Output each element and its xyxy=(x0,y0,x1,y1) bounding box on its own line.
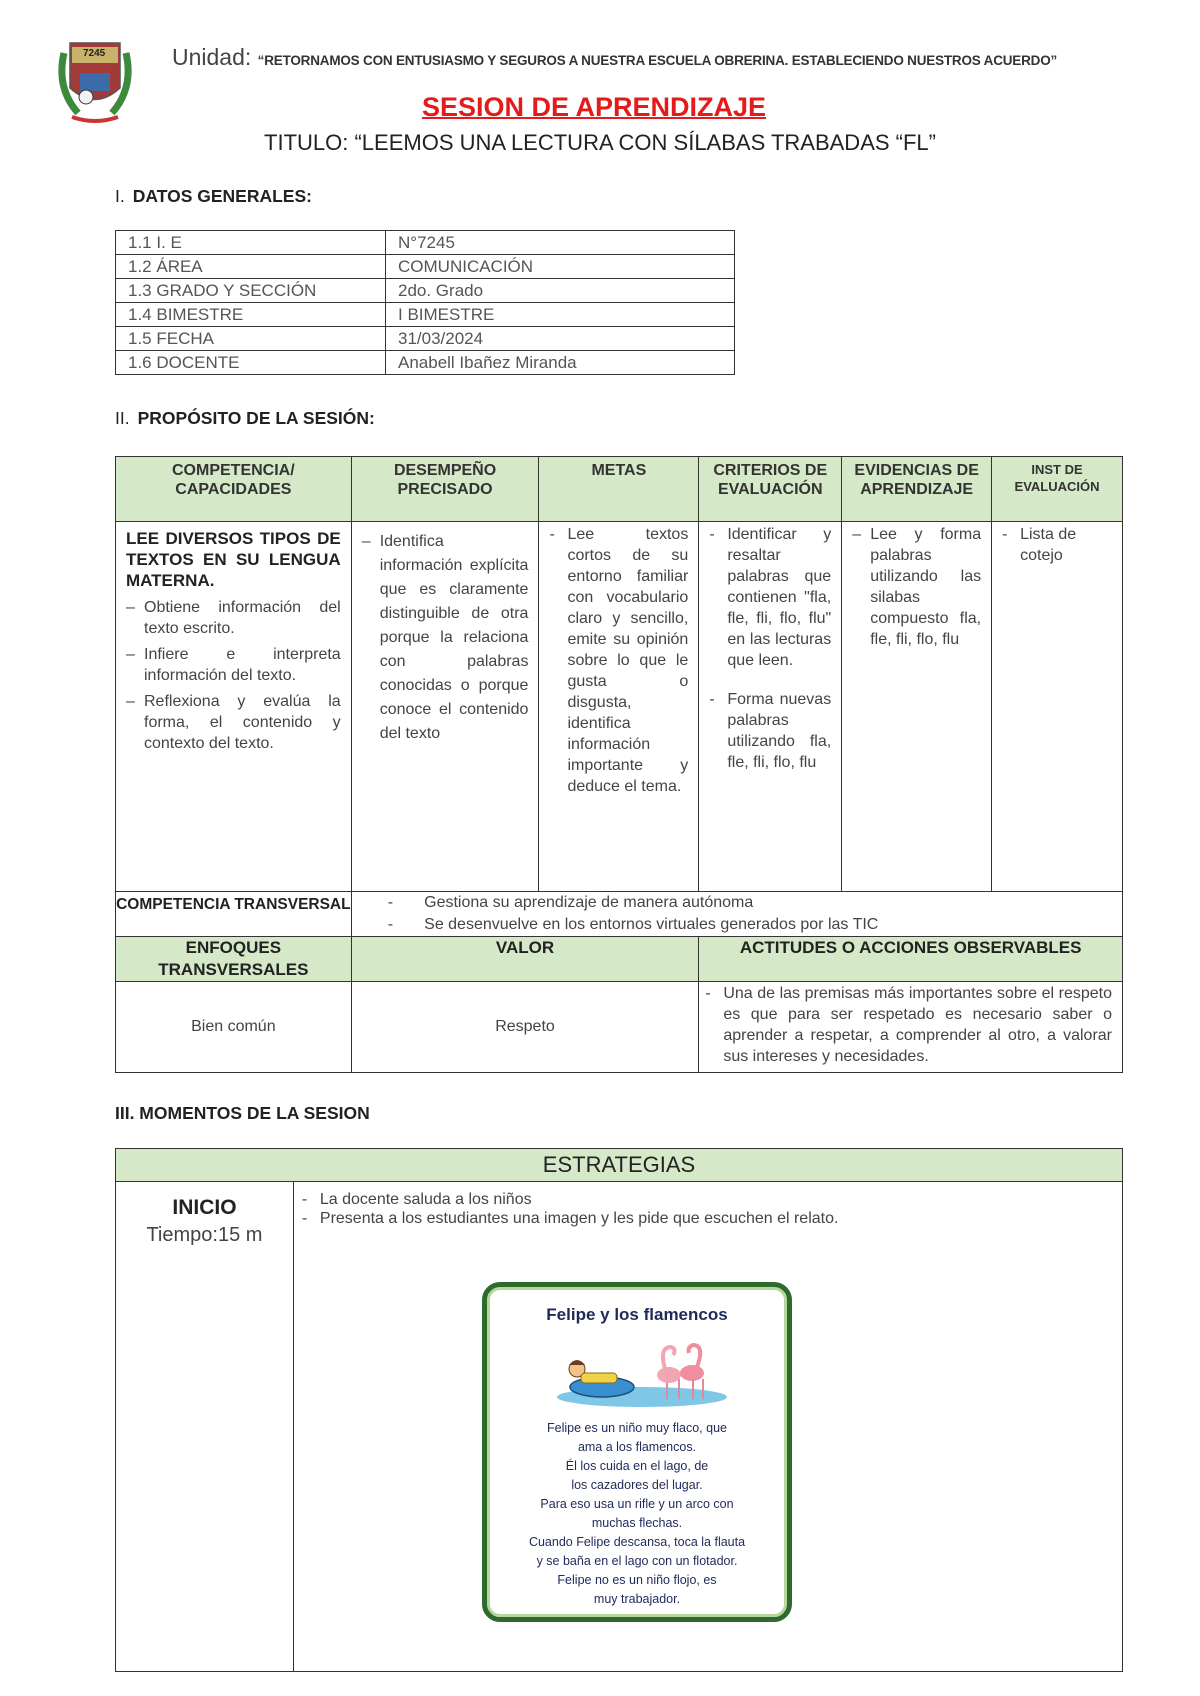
enfoques-content-row xyxy=(116,982,1123,1073)
inicio-item: - La docente saluda a los niños xyxy=(302,1190,1114,1209)
reading-card xyxy=(482,1282,792,1622)
table-row: 1.1 I. E N°7245 xyxy=(116,231,735,255)
criterio-item: - Forma nuevas palabras utilizando fla, fle, fli, flo, flu xyxy=(709,689,831,773)
purpose-header-row xyxy=(116,457,1123,522)
section-1-heading: I. DATOS GENERALES: xyxy=(115,186,312,206)
table-row: 1.4 BIMESTRE I BIMESTRE xyxy=(116,303,735,327)
purpose-table xyxy=(115,456,1123,1073)
header-evidencias: EVIDENCIAS DE APRENDIZAJE xyxy=(842,457,992,522)
criterio-item: - Identificar y resaltar palabras que contienen "fla, fle, fli, flo, flu" en las lecturas que leen. xyxy=(709,524,831,671)
reading-title: Felipe y los flamencos xyxy=(546,1305,728,1324)
header-metas: METAS xyxy=(539,457,699,522)
header-competencia: COMPETENCIA/ CAPACIDADES xyxy=(116,457,352,522)
competencia-title: LEE DIVERSOS TIPOS DE TEXTOS EN SU LENGUA MATERNA. xyxy=(126,529,341,590)
evidencias-text: – Lee y forma palabras utilizando las silabas compuesto fla, fle, fli, flo, flu xyxy=(852,524,981,650)
actitudes-text: - Una de las premisas más importantes sobre el respeto es que para ser respetado es necesario saber o aprender a respetar, a comprender al otro, a valorar sus intereses y necesidades. xyxy=(705,983,1112,1067)
header-actitudes: ACTITUDES O ACCIONES OBSERVABLES xyxy=(699,937,1123,982)
metas-text: - Lee textos cortos de su entorno familiar con vocabulario claro y sencillo, emite su opinión sobre lo que le gusta o disgusta, identifica información importante y deduce el tema. xyxy=(549,524,688,797)
strategies-header: ESTRATEGIAS xyxy=(116,1149,1123,1182)
transversal-row xyxy=(116,892,1123,937)
valor-value: Respeto xyxy=(351,982,699,1073)
purpose-content-row xyxy=(116,522,1123,892)
header-instrumento: INST DE EVALUACIÓN xyxy=(992,457,1123,522)
capacidades-list xyxy=(126,597,341,754)
transversal-item-1: - Gestiona su aprendizaje de manera autónoma xyxy=(387,894,754,911)
transversal-label: COMPETENCIA TRANSVERSAL xyxy=(116,892,352,937)
inicio-item: - Presenta a los estudiantes una imagen y les pide que escuchen el relato. xyxy=(302,1209,1114,1228)
inicio-label: INICIO xyxy=(172,1196,237,1219)
session-title: TITULO: “LEEMOS UNA LECTURA CON SÍLABAS TRABADAS “FL” xyxy=(264,130,936,155)
section-2-heading: II. PROPÓSITO DE LA SESIÓN: xyxy=(115,408,375,428)
section-3-heading: III. MOMENTOS DE LA SESION xyxy=(115,1103,370,1123)
header-desempeno: DESEMPEÑO PRECISADO xyxy=(351,457,539,522)
list-item: – Infiere e interpreta información del texto. xyxy=(126,644,341,686)
reading-text: Felipe es un niño muy flaco, que ama a los flamencos. Él los cuida en el lago, de los cazadores del lugar. Para eso usa un rifle y un arco con muchas flechas. Cuando Felipe descansa, toca la flauta y se baña en el lago con un flotador. Felipe no es un niño flojo, es muy trabajador. xyxy=(528,1421,746,1606)
logo-number: 7245 xyxy=(83,48,106,59)
unit-text: “RETORNAMOS CON ENTUSIASMO Y SEGUROS A NUESTRA ESCUELA OBRERINA. ESTABLECIENDO NUESTROS ACUERDO” xyxy=(257,53,1058,68)
table-row: 1.5 FECHA 31/03/2024 xyxy=(116,327,735,351)
list-item: – Reflexiona y evalúa la forma, el contenido y contexto del texto. xyxy=(126,691,341,754)
unit-line xyxy=(172,44,1057,71)
table-row: 1.3 GRADO Y SECCIÓN 2do. Grado xyxy=(116,279,735,303)
transversal-item-2: - Se desenvuelve en los entornos virtuales generados por las TIC xyxy=(387,916,879,933)
boy-and-flamingos-illustration xyxy=(547,1339,727,1409)
list-item: – Obtiene información del texto escrito. xyxy=(126,597,341,639)
general-data-table xyxy=(115,230,735,375)
header-enfoques: ENFOQUES TRANSVERSALES xyxy=(116,937,352,982)
table-row: 1.6 DOCENTE Anabell Ibañez Miranda xyxy=(116,351,735,375)
inicio-time: Tiempo:15 m xyxy=(146,1224,263,1246)
desempeno-text: – Identifica información explícita que es claramente distinguible de otra porque la relaciona con palabras conocidas o porque conoce el contenido del texto xyxy=(362,530,529,746)
table-row: 1.2 ÁREA COMUNICACIÓN xyxy=(116,255,735,279)
header-criterios: CRITERIOS DE EVALUACIÓN xyxy=(699,457,842,522)
page-title: SESION DE APRENDIZAJE xyxy=(421,92,767,122)
instrumento-text: - Lista de cotejo xyxy=(1002,524,1112,566)
header-valor: VALOR xyxy=(351,937,699,982)
enfoque-value: Bien común xyxy=(116,982,352,1073)
enfoques-header-row xyxy=(116,937,1123,982)
unit-label: Unidad: xyxy=(172,44,252,70)
